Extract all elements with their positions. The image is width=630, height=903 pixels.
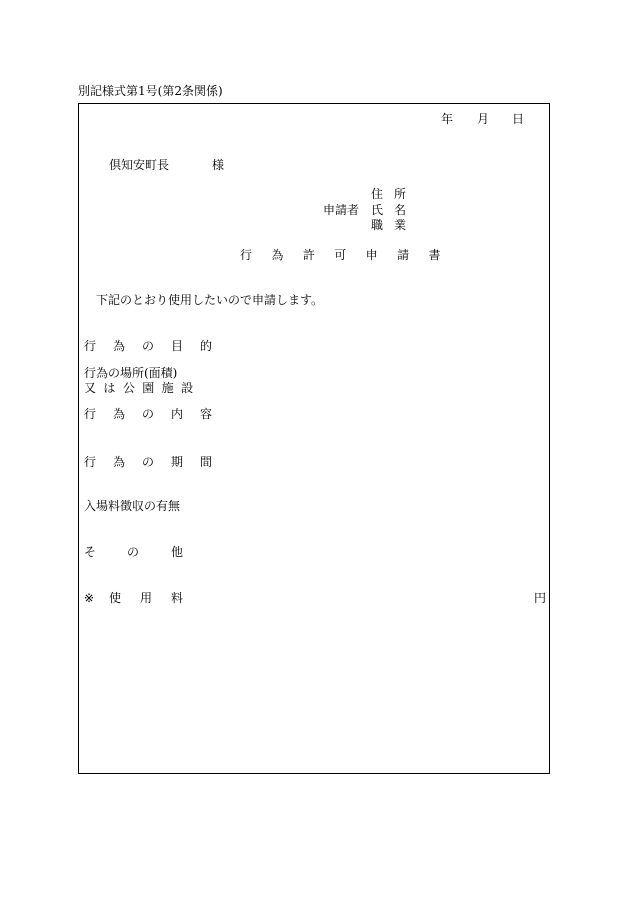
applicant-occupation-label: 職 業 [371,218,410,232]
date-month-label: 月 [477,112,490,126]
usage-fee-note-mark: ※ [84,591,95,605]
addressee-name: 倶知安町長 [109,158,170,172]
field-other-label-3: 他 [171,545,184,559]
field-location-label-line2: 又 は 公 園 施 設 [84,381,195,395]
field-purpose-label: 行 為 の 目 的 [84,339,219,353]
usage-fee-currency: 円 [534,591,547,605]
field-period-label: 行 為 の 期 間 [84,455,219,469]
document-intro: 下記のとおり使用したいので申請します。 [96,293,324,307]
form-number-label: 別記様式第1号(第2条関係) [78,84,223,98]
addressee-honorific: 様 [212,158,225,172]
applicant-name-label: 氏 名 [371,203,410,217]
field-location-label-line1: 行為の場所(面積) [84,366,178,380]
document-title: 行 為 許 可 申 請 書 [240,248,449,262]
field-other-label-1: そ [84,545,97,559]
usage-fee-label-3: 料 [171,591,184,605]
field-admission-fee-label: 入場料徴収の有無 [84,499,181,513]
application-form-frame [78,103,550,774]
date-year-label: 年 [441,112,454,126]
field-other-label-2: の [127,545,140,559]
usage-fee-label-1: 使 [109,591,122,605]
field-content-label: 行 為 の 内 容 [84,407,219,421]
usage-fee-label-2: 用 [140,591,153,605]
applicant-address-label: 住 所 [371,187,410,201]
applicant-label: 申請者 [323,203,360,217]
date-day-label: 日 [512,112,525,126]
